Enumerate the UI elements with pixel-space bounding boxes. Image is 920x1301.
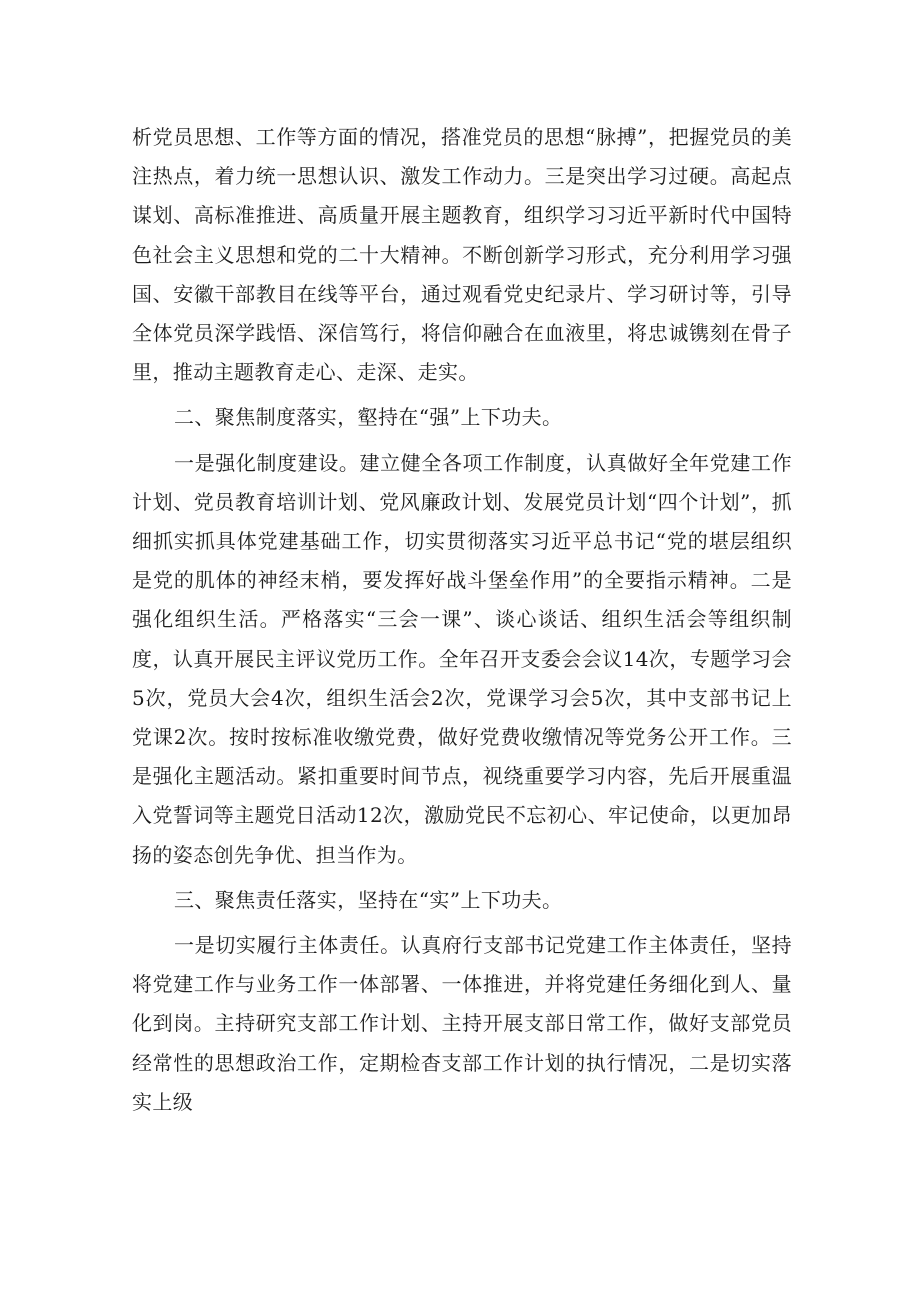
paragraph-continuation: 析党员思想、工作等方面的情况，搭准党员的思想“脉搏”，把握党员的美注热点，着力统一思想认识、激发工作动力。三是突出学习过硬。高起点谋划、高标准推进、高质量开展主题教育，组织学习习近平新时代中国特色社会主义思想和党的二十大精神。不断创新学习形式，充分利用学习强国、安徽干部教目在线等平台，通过观看党史纪录片、学习研讨等，引导全体党员深学践悟、深信笃行，将信仰融合在血液里，将忠诚镌刻在骨子里，推动主题教育走心、走深、走实。 <box>132 125 792 385</box>
paragraph-institution: 一是强化制度建设。建立健全各项工作制度，认真做好全年党建工作计划、党员教育培训计划、党风廉政计划、发展党员计划“四个计划”，抓细抓实抓具体党建基础工作，切实贯彻落实习近平总书记“党的堪层组织是党的肌体的神经末梢，要发挥好战斗堡垒作用”的全要指示精神。二是强化组织生活。严格落实“三会一课”、谈心谈话、组织生活会等组织制度，认真开展民主评议党历工作。全年召开支委会会议14次，专题学习会5次，党员大会4次，组织生活会2次，党课学习会5次，其中支部书记上党课2次。按时按标准收缴党费，做好党费收缴情况等党务公开工作。三是强化主题活动。紧扣重要时间节点，视绕重要学习内容，先后开展重温入党誓词等主题党日活动12次，激励党民不忘初心、牢记使命，以更加昂扬的姿态创先争优、担当作为。 <box>132 450 792 867</box>
section-heading-two: 二、聚焦制度落实，壑持在“强”上下功夫。 <box>174 405 563 430</box>
section-heading-three: 三、聚焦责任落实，坚持在“实”上下功夫。 <box>174 887 563 912</box>
document-body <box>132 118 792 1122</box>
paragraph-responsibility: 一是切实履行主体责任。认真府行支部书记党建工作主体责任，坚持将党建工作与业务工作一体部署、一体推进，并将党建任务细化到人、量化到岗。主持研究支部工作计划、主持开展支部日常工作，做好支部党员经常性的思想政治工作，定期检杳支部工作计划的执行情况，二是切实落实上级 <box>132 933 792 1114</box>
